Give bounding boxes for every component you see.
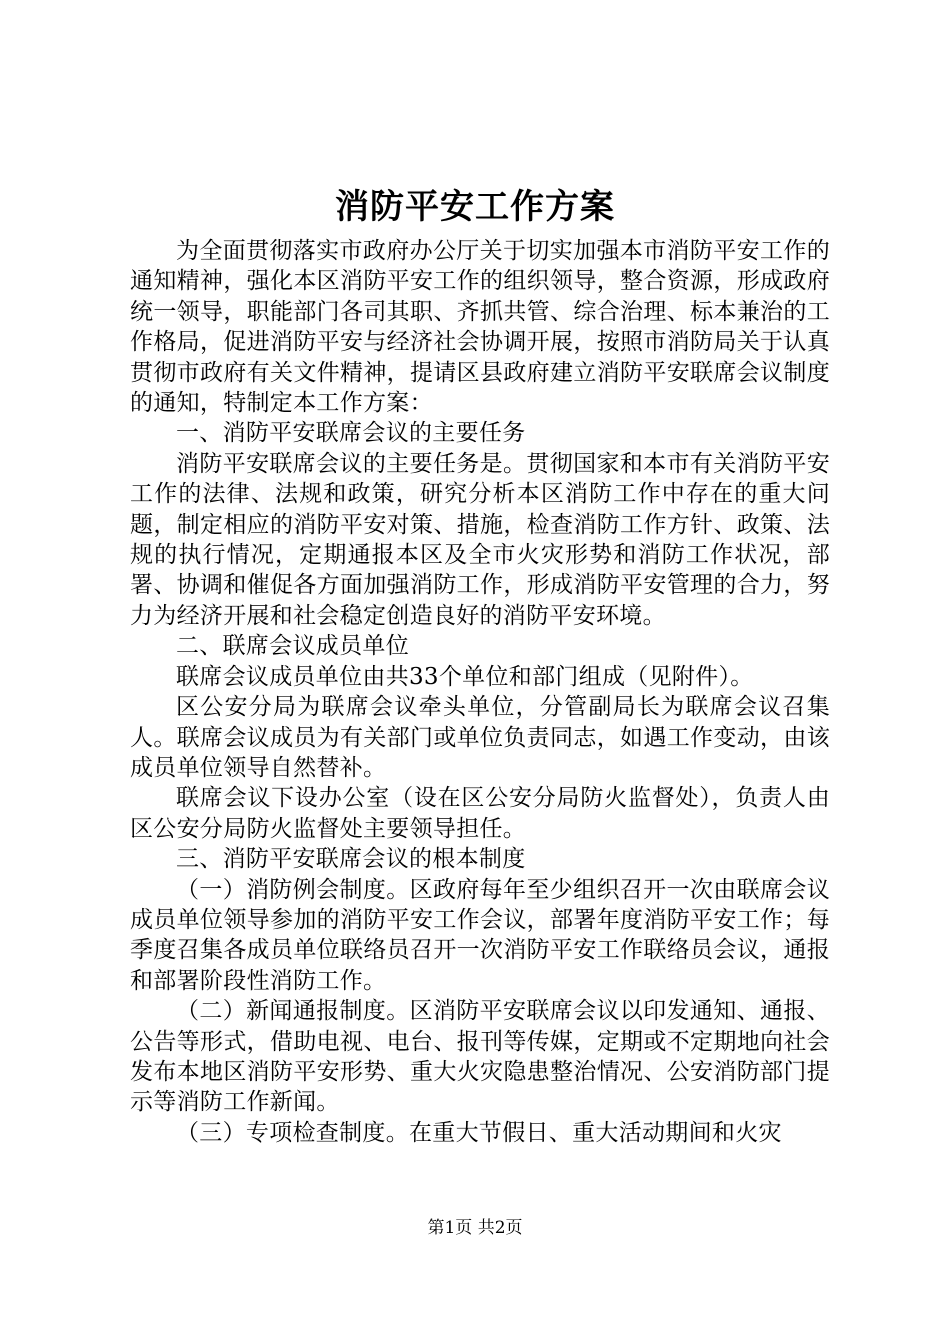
- section-3-item-2: （二）新闻通报制度。区消防平安联席会议以印发通知、通报、公告等形式，借助电视、电台、报刊等传媒，定期或不定期地向社会发布本地区消防平安形势、重大火灾隐患整治情况、公安消防部门提示等消防工作新闻。: [130, 998, 830, 1116]
- document-body: [130, 236, 830, 1148]
- section-heading-3: 三、消防平安联席会议的根本制度: [176, 846, 526, 873]
- section-heading-2: 二、联席会议成员单位: [176, 633, 409, 660]
- section-2-paragraph-1: 联席会议成员单位由共33个单位和部门组成（见附件）。: [176, 663, 754, 690]
- intro-paragraph: 为全面贯彻落实市政府办公厅关于切实加强本市消防平安工作的通知精神，强化本区消防平安工作的组织领导，整合资源，形成政府统一领导，职能部门各司其职、齐抓共管、综合治理、标本兼治的工作格局，促进消防平安与经济社会协调开展，按照市消防局关于认真贯彻市政府有关文件精神，提请区县政府建立消防平安联席会议制度的通知，特制定本工作方案：: [130, 238, 830, 417]
- section-3-item-1: （一）消防例会制度。区政府每年至少组织召开一次由联席会议成员单位领导参加的消防平安工作会议，部署年度消防平安工作；每季度召集各成员单位联络员召开一次消防平安工作联络员会议，通报和部署阶段性消防工作。: [130, 876, 830, 994]
- section-heading-1: 一、消防平安联席会议的主要任务: [176, 420, 526, 447]
- section-3-item-3: （三）专项检查制度。在重大节假日、重大活动期间和火灾: [176, 1119, 782, 1146]
- document-title: 消防平安工作方案: [335, 187, 615, 227]
- section-1-paragraph: 消防平安联席会议的主要任务是。贯彻国家和本市有关消防平安工作的法律、法规和政策，研究分析本区消防工作中存在的重大问题，制定相应的消防平安对策、措施，检查消防工作方针、政策、法规的执行情况，定期通报本区及全市火灾形势和消防工作状况，部署、协调和催促各方面加强消防工作，形成消防平安管理的合力，努力为经济开展和社会稳定创造良好的消防平安环境。: [130, 450, 830, 629]
- section-2-paragraph-2: 区公安分局为联席会议牵头单位，分管副局长为联席会议召集人。联席会议成员为有关部门或单位负责同志，如遇工作变动，由该成员单位领导自然替补。: [130, 694, 830, 781]
- section-2-paragraph-3: 联席会议下设办公室（设在区公安分局防火监督处），负责人由区公安分局防火监督处主要领导担任。: [130, 785, 830, 842]
- page-number-footer: 第1页 共2页: [427, 1218, 523, 1238]
